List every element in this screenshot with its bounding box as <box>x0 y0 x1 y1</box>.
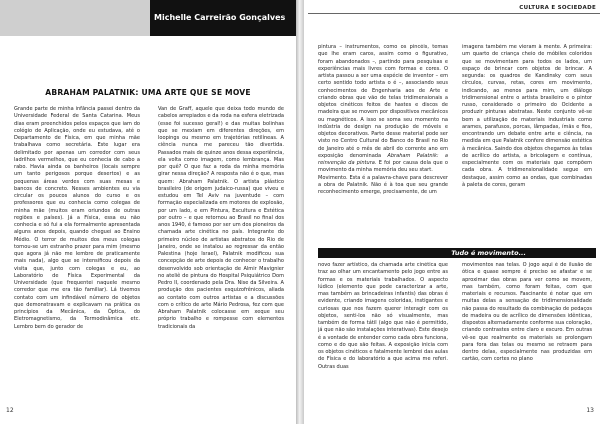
left-page <box>0 0 296 424</box>
right-column-1-top <box>318 44 448 247</box>
article-title: ABRAHAM PALATNIK: UMA ARTE QUE SE MOVE <box>45 88 251 97</box>
right-column-1-bottom <box>318 262 448 404</box>
paragraph <box>318 44 448 175</box>
pull-quote-banner <box>318 248 596 258</box>
paragraph: Van de Graff, aquele que deixa todo mundo de cabelos arrepiados e da roda na esfera eletrizada (esse foi sucesso geral!) e das muitas bolinhas que se mexiam em diferentes direções, em loopings ou mesmo em trajetórias retilíneas. A ciência nunca me pareceu tão divertida. Passados mais de quinze anos dessa experiência, ela volta como imagem, como lembrança. Mas por quê? O que faz a roda da minha memória girar nessa direção? A resposta não é o que, mas quem: Abraham Palatnik. O artista plástico brasileiro (de origem judaico-russa) que viveu e estudou em Tel Aviv na juventude – com formação especializada em motores de explosão, por um lado, e em Pintura, Escultura e Estética por outro – e que retornou ao Brasil no final dos anos 1940, é famoso por ser um dos pioneiros da chamada arte cinética no país. Integrante do primeiro núcleo de artistas abstratos do Rio de Janeiro, onde se instalou ao regressar da então Palestina (hoje Israel), Palatnik modificou sua concepção de arte depois de conhecer o trabalho desenvolvido sob orientação de Almir Mavignier no ateliê de pintura do Hospital Psiquiátrico Dom Pedro II, coordenado pela Dra. Nise da Silveira. A produção dos pacientes esquizofrênicos, aliada ao contato com outros artistas e a discussões com o crítico de arte Mário Pedrosa, fez com que Abraham Palatnik colocasse em xeque seu próprio trabalho e rompesse com elementos tradicionais da <box>158 106 284 330</box>
paragraph: novo fazer artístico, da chamada arte cinética que traz ao olhar um encantamento pelo jogo entre as formas e os materiais trabalhados. O aspecto lúdico (elemento que pode caracterizar a arte, mas também as brincadeiras infantis) das obras é evidente, criando imagens coloridas, instigantes e curiosas que nos fazem querer interagir com os objetos, senti-los não só visualmente, mas também de forma tátil (algo que não é permitido, já que não são instalações interativas). Este desejo é a vontade de entender como cada obra funciona, como e do que são feitas. A exposição inicia com os objetos cinéticos e fatalmente lembrei das aulas de Física e do laboratório a que acima me referi. Outras duas <box>318 262 448 370</box>
exhibition-title: Abraham Palatnik: a reinvenção da pintura. <box>318 152 448 166</box>
text-run: E foi por causa dela que o movimento da minha memória deu seu start. <box>318 160 448 174</box>
left-column-2 <box>158 106 284 406</box>
section-header <box>308 5 600 14</box>
right-column-2-bottom <box>462 262 592 404</box>
right-page <box>304 0 600 424</box>
page-number: 12 <box>6 407 14 414</box>
paragraph: imagens também me vieram à mente. A primeira: um quarto de criança cheio de móbiles coloridos que se movimentam para todos os lados, um espaço de brincar com objetos de brincar. A segunda: os quadros de Kandinsky com seus círculos, curvas, retas, cores em movimento, indicando, ao menos para mim, um diálogo tridimensional entre o artista brasileiro e o pintor russo, considerado o primeiro do Ocidente a produzir pinturas abstratas. Neste conjunto vê-se bem a utilização de materiais industriais como arames, parafusos, porcas, lâmpadas, ímãs e fios, encontrando um debate entre arte e ciência, na medida em que Palatnik confere dimensão estética à mecânica. Saindo dos objetos chegamos às telas de acrílico do artista, a bricolagem e contínua, especialmente com os materiais que compõem cada obra. A tridimensionalidade segue em destaque, assim como as ondas, que combinadas à paleta de cores, geram <box>462 44 592 188</box>
gutter <box>296 0 304 424</box>
section-label: CULTURA E SOCIEDADE <box>519 5 596 11</box>
text-run: pintura – instrumentos, como os pincéis, temas que lhe eram caros, assim como o figurativo, foram abandonados –, partindo para pesquisas e experiências mais livres com formas e cores. O artista passou a ser uma espécie de inventor – em certo sentido todo artista o é –, associando seus conhecimentos de Engenharia aos de Arte e criando obras que vão de telas tridimensionais a objetos cinéticos feitos de hastes e discos de madeira que se movem por dispositivos mecânicos ou magnéticos. A isso se soma seu momento na indústria de design na produção de móveis e objetos decorativos. Parte desse material pode ser visto no Centro Cultural do Banco do Brasil no Rio de Janeiro até o mês de abril do corrente ano em exposição denominada <box>318 44 448 159</box>
author-name: Michelle Carreirão Gonçalves <box>154 13 286 22</box>
pull-quote: Tudo é movimento... <box>451 249 526 257</box>
paragraph: Movimento. Esta é a palavra-chave para descrever a obra de Palatnik. Não é à toa que seu grande reconhecimento emerge, precisamente, de um <box>318 174 448 195</box>
page-number: 13 <box>586 407 594 414</box>
paragraph: movimentos nas telas. O jogo aqui é de ilusão de ótica e quase sempre é preciso se afastar e se aproximar das obras para ver como se movem, mas também, como foram feitas, com que materiais e recursos. Fascinante é notar que em muitas delas a sensação de tridimensionalidade não passa do resultado da combinação de pedaços de madeira ou de acrílico de dimensões idênticas, dispostos alternadamente conforme sua coloração, criando contrastes entre claro e escuro. Em outras vê-se que realmente os materiais se prolongam para fora das telas ou mesmo se retraem para dentro delas, especialmente nas produzidas em cartão, com cortes no plano <box>462 262 592 363</box>
paragraph: Grande parte de minha infância passei dentro da Universidade Federal de Santa Catarina. Meus dias eram preenchidos pelos espaços que iam do colégio de Aplicação, onde eu estudava, até o Departamento de Física, em que minha mãe trabalhava como secretária. Este lugar era delimitado por apenas um corredor com seus ladrilhos vermelhos, que eu conhecia de cabo a rabo. Havia ainda os banheiros (locais sempre um tanto perigosos porque desertos) e as pequenas áreas verdes com suas mesas e bancos de concreto. Nesses ambientes eu via circular os poucos alunos do curso e os professores que eu conhecia como colegas de minha mãe (muitos eram oriundos de outras regiões e países). Já a Física, essa eu não conhecia e só fui a ela formalmente apresentada alguns anos depois, quando cheguei ao Ensino Médio. O terror de muitos dos meus colegas tornou-se um estranho prazer para mim (mesmo que agora já não me lembre de praticamente mais nada), algo que se intensificou depois da visita que, junto com colegas e eu, ao Laboratório de Física Experimental da Universidade (que frequentei naquele mesmo corredor que me era tão familiar). Lá tivemos contato com um infindável número de objetos que demonstravam e explicavam na prática os princípios da Mecânica, da Óptica, do Eletromagnetismo, da Termodinâmica etc. Lembro bem do gerador de <box>14 106 140 330</box>
author-box <box>150 0 296 36</box>
left-column-1 <box>14 106 140 406</box>
right-column-2-top <box>462 44 592 247</box>
